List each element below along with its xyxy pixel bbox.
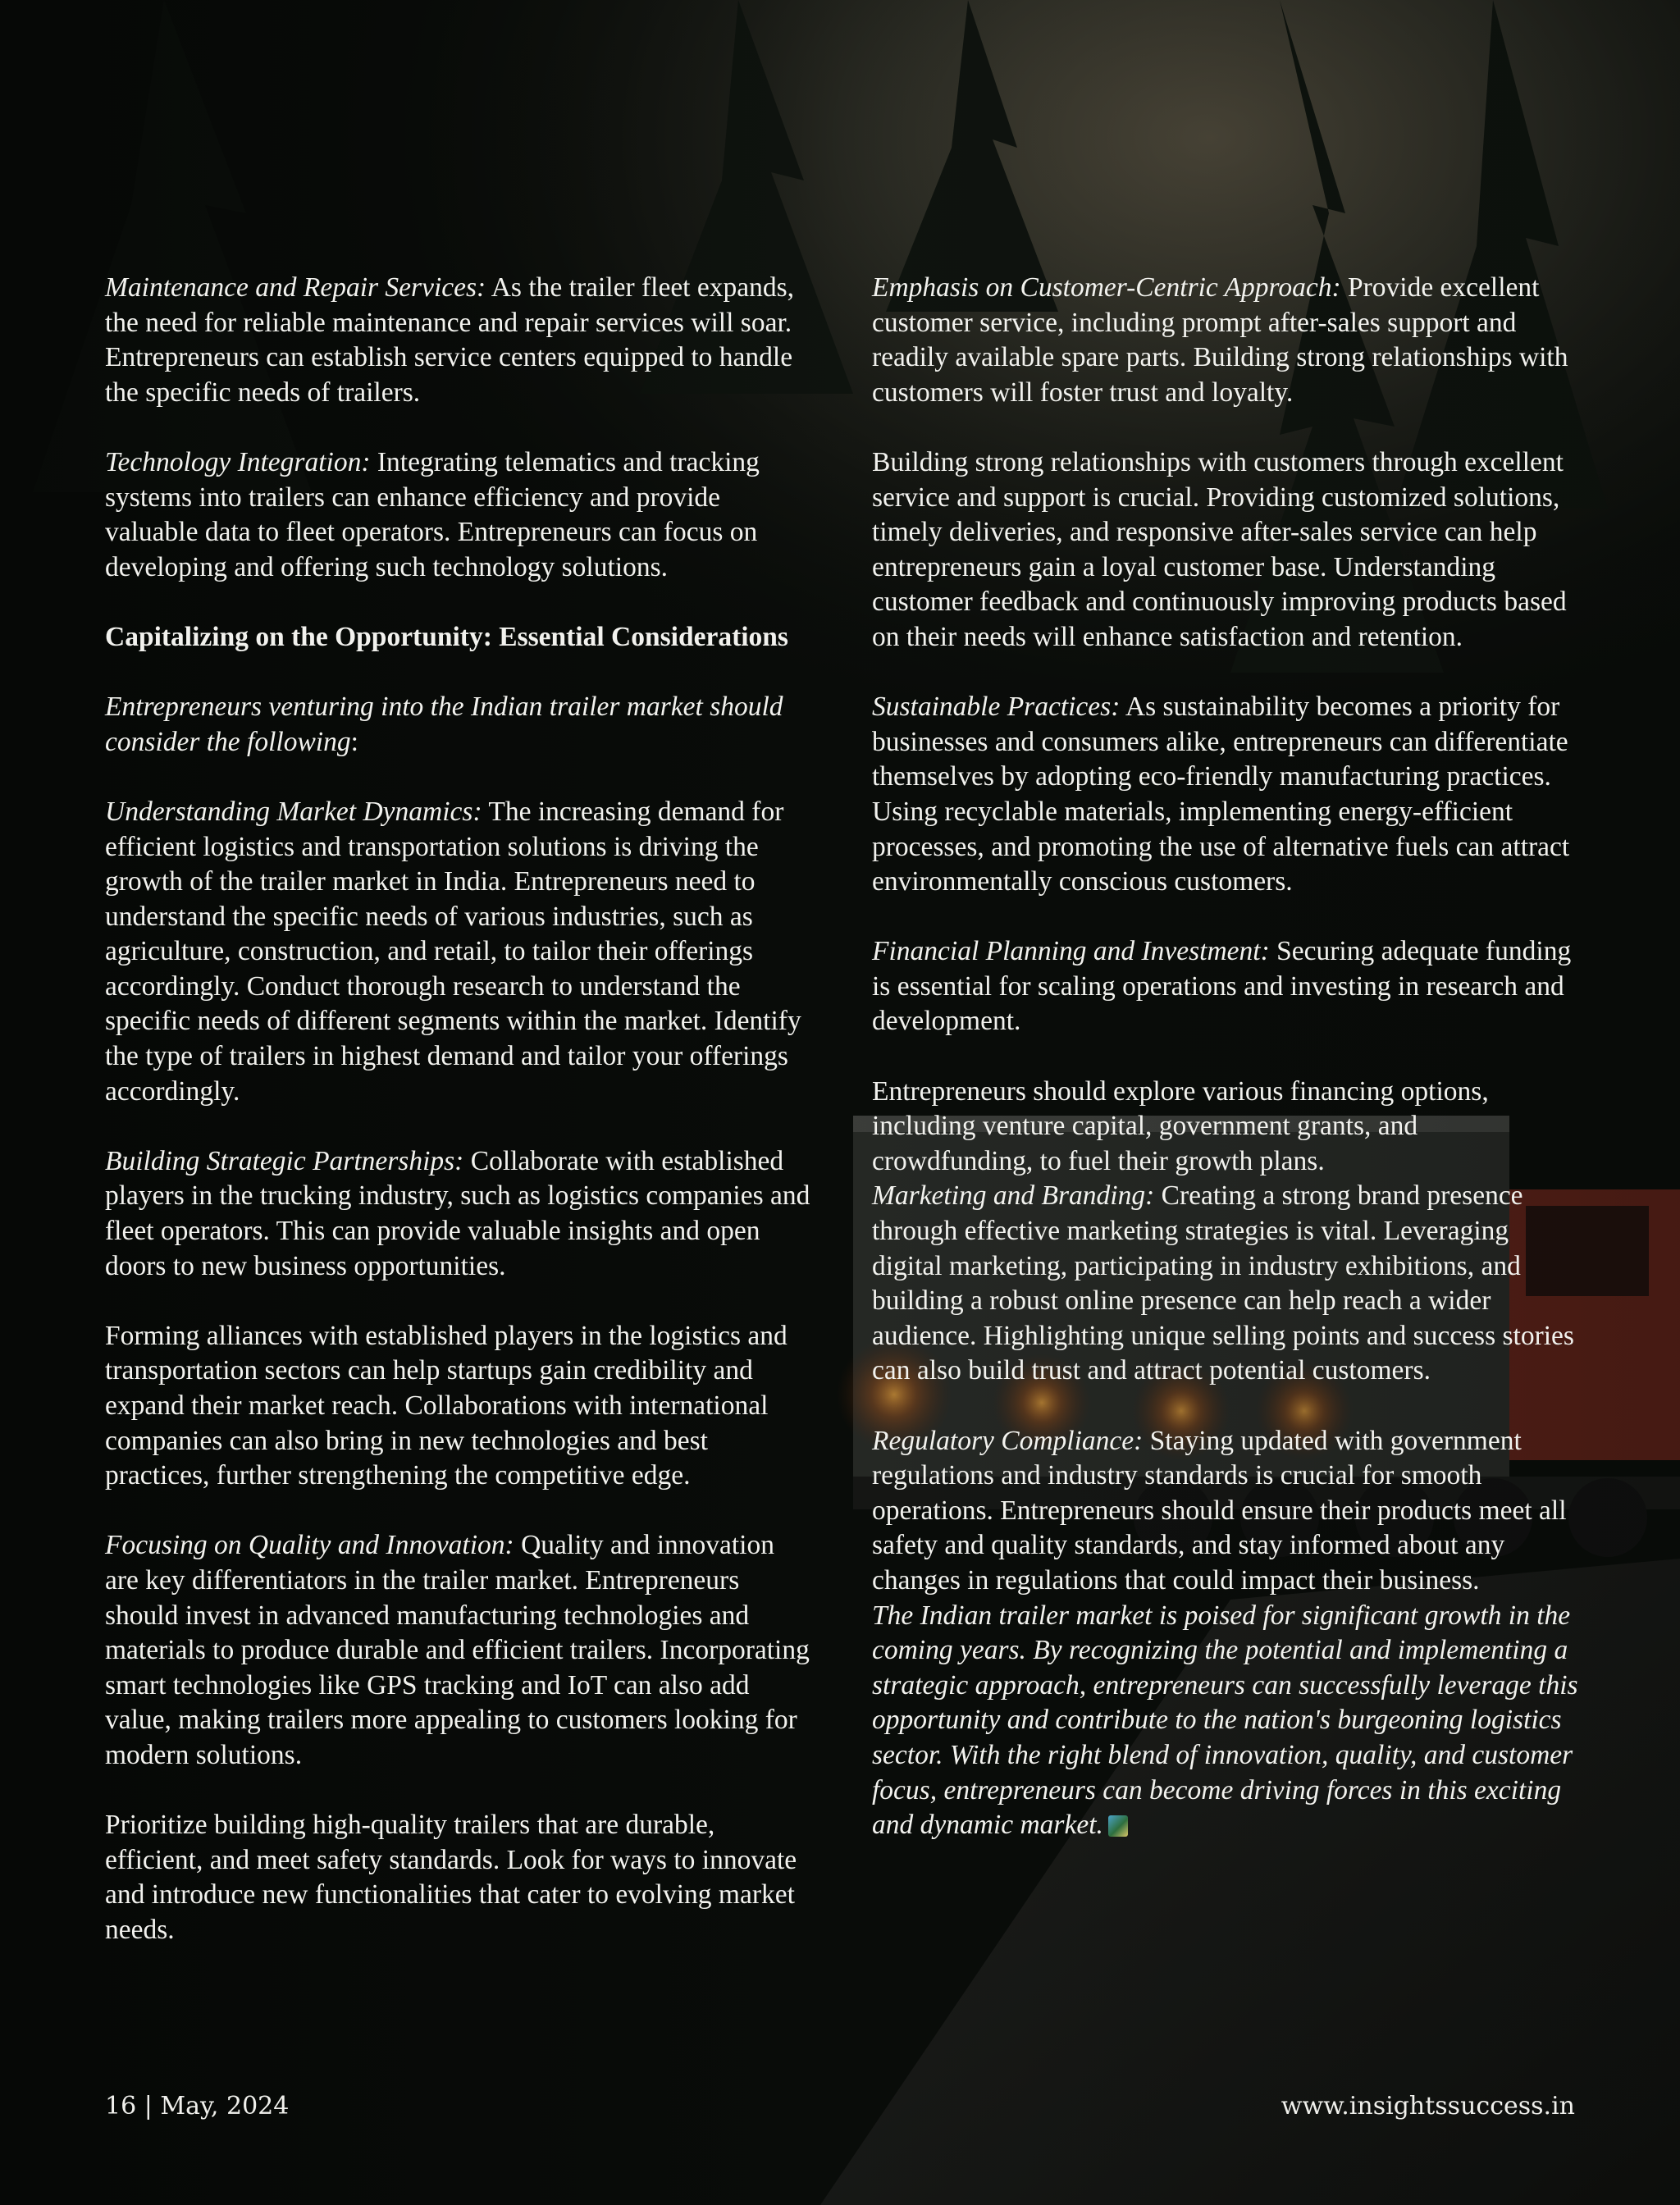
- article-end-icon: [1108, 1815, 1128, 1837]
- lead-financial: Financial Planning and Investment:: [872, 936, 1270, 967]
- body-maintenance: As the trailer fleet expands, the need for reliable maintenance and repair services will soar. Entrepreneurs can establish service centers equipped to handle the specific needs of trailers.: [105, 272, 795, 408]
- paragraph-prioritize: Prioritize building high-quality trailers that are durable, efficient, and meet safety standards. Look for ways to innovate and introduce new functionalities that cater to evolving market needs.: [105, 1810, 797, 1945]
- left-column: [105, 271, 810, 1983]
- paragraph-partnerships: [105, 1144, 810, 1284]
- lead-sustainable: Sustainable Practices:: [872, 692, 1121, 723]
- body-marketing: Creating a strong brand presence through effective marketing strategies is vital. Leveraging digital marketing, participating in industry exhibitions, and building a robust online presence can help reach a wider audience. Highlighting unique selling points and success stories can also build trust and attract potential customers.: [872, 1180, 1574, 1386]
- paragraph-alliances: Forming alliances with established players in the logistics and transportation sectors can help startups gain credibility and expand their market reach. Collaborations with international companies can also bring in new technologies and best practices, further strengthening the competitive edge.: [105, 1320, 788, 1491]
- intro-italic: Entrepreneurs venturing into the Indian trailer market should consider the following: [105, 692, 783, 757]
- section-heading: Capitalizing on the Opportunity: Essential Considerations: [105, 621, 788, 652]
- paragraph-financial: [872, 934, 1582, 1039]
- lead-marketing: Marketing and Branding:: [872, 1180, 1155, 1212]
- body-regulatory: Staying updated with government regulations and industry standards is crucial for smooth operations. Entrepreneurs should ensure their products meet all safety and quality standards, and stay informed about any changes in regulations that could impact their business.: [872, 1425, 1567, 1596]
- lead-maintenance: Maintenance and Repair Services:: [105, 272, 486, 303]
- body-partnerships: Collaborate with established players in the trucking industry, such as logistics companies and fleet operators. This can provide valuable insights and open doors to new business opportunities.: [105, 1145, 810, 1281]
- body-technology: Integrating telematics and tracking systems into trailers can enhance efficiency and provide valuable data to fleet operators. Entrepreneurs can focus on developing and offering such technology solutions.: [105, 446, 760, 582]
- lead-partnerships: Building Strategic Partnerships:: [105, 1145, 464, 1176]
- paragraph-customer-centric: [872, 271, 1582, 410]
- conclusion-text: The Indian trailer market is poised for significant growth in the coming years. By recognizing the potential and implementing a strategic approach, entrepreneurs can successfully leverage this opportunity and contribute to the nation's burgeoning logistics sector. With the right blend of innovation, quality, and customer focus, entrepreneurs can become driving forces in this exciting and dynamic market.: [872, 1600, 1578, 1841]
- right-column: [872, 271, 1582, 1878]
- paragraph-quality: [105, 1528, 810, 1773]
- paragraph-financing-options: Entrepreneurs should explore various financing options, including venture capital, government grants, and crowdfunding, to fuel their growth plans.: [872, 1075, 1489, 1176]
- body-sustainable: As sustainability becomes a priority for businesses and consumers alike, entrepreneurs can differentiate themselves by adopting eco-friendly manufacturing practices. Using recyclable materials, implementing energy-efficient processes, and promoting the use of alternative fuels can attract environmentally conscious customers.: [872, 692, 1570, 897]
- body-quality: Quality and innovation are key differentiators in the trailer market. Entrepreneurs should invest in advanced manufacturing technologies and materials to produce durable and efficient trailers. Incorporating smart technologies like GPS tracking and IoT can also add value, making trailers more appealing to customers looking for modern solutions.: [105, 1530, 810, 1770]
- lead-quality: Focusing on Quality and Innovation:: [105, 1530, 514, 1561]
- paragraph-sustainable: [872, 690, 1582, 900]
- body-market-dynamics: The increasing demand for efficient logistics and transportation solutions is driving the growth of the trailer market in India. Entrepreneurs need to understand the specific needs of various industries, such as agriculture, construction, and retail, to tailor their offerings accordingly. Conduct thorough research to understand the specific needs of different segments within the market. Identify the type of trailers in highest demand and tailor your offerings accordingly.: [105, 796, 801, 1107]
- body-customer-centric: Provide excellent customer service, including prompt after-sales support and readily available spare parts. Building strong relationships with customers will foster trust and loyalty.: [872, 272, 1568, 408]
- paragraph-relationships: Building strong relationships with customers through excellent service and support is crucial. Providing customized solutions, timely deliveries, and responsive after-sales service can help entrepreneurs gain a loyal customer base. Understanding customer feedback and continuously improving products based on their needs will enhance satisfaction and retention.: [872, 446, 1567, 652]
- footer-page-info: 16 | May, 2024: [105, 2092, 290, 2121]
- paragraph-conclusion: [872, 1599, 1582, 1843]
- intro-plain: :: [350, 726, 358, 757]
- lead-customer-centric: Emphasis on Customer-Centric Approach:: [872, 272, 1341, 303]
- paragraph-regulatory: [872, 1424, 1582, 1599]
- footer-website: www.insightssuccess.in: [1281, 2092, 1575, 2121]
- lead-market-dynamics: Understanding Market Dynamics:: [105, 796, 482, 827]
- paragraph-marketing: [872, 1179, 1582, 1389]
- paragraph-technology: [105, 445, 810, 585]
- paragraph-intro: [105, 690, 810, 760]
- lead-technology: Technology Integration:: [105, 446, 371, 477]
- paragraph-maintenance: [105, 271, 810, 410]
- paragraph-market-dynamics: [105, 795, 810, 1109]
- lead-regulatory: Regulatory Compliance:: [872, 1425, 1144, 1456]
- body-financial: Securing adequate funding is essential for scaling operations and investing in research and development.: [872, 936, 1572, 1037]
